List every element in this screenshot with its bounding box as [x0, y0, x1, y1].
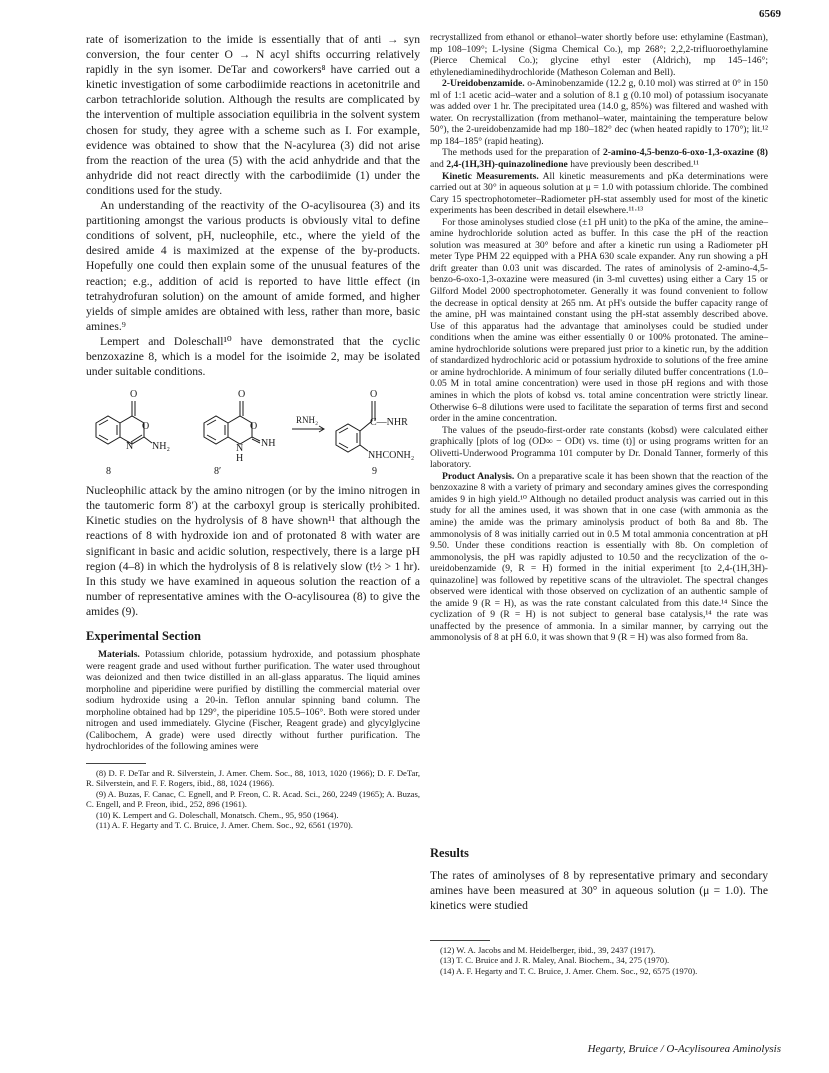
struct8-o-carbonyl: O — [130, 389, 138, 401]
paragraph-nucleophilic: Nucleophilic attack by the amino nitrogen (or by the imino nitrogen in the tautomeric form 8′) at the carboxyl group is sterically prohibited. Kinetic studies on the hydrolysis of 8 have shown¹¹ that although the reactions of 8 with hydroxide ion and of protonated 8 with water are significant in basic and acidic solution, respectively, there is a large pH region (4–8) in which the hydrolysis of 8 is relatively slow (t½ > 1 hr). In this study we have examined in aqueous solution the reaction of a number of representative amines with the O-acylisourea (8) to give the amides (9). — [86, 484, 420, 618]
structure-scheme — [86, 383, 420, 479]
chemical-structures — [86, 383, 420, 479]
prep-compound-8: 2-amino-4,5-benzo-6-oxo-1,3-oxazine (8) — [602, 147, 768, 159]
struct9-nhconh2: NHCONH₂ — [368, 450, 415, 462]
paragraph-materials: Potassium chloride, potassium hydroxide, and potassium phosphate were reagent grade and used without further purification. The water used throughout was deionized and then twice distilled in an all-glass apparatus. The liquid amines morpholine and piperidine were purified by distilling the commercial material over sodium hydroxide using a 20-in. Teflon annular spinning band column. The morpholine obtained had bp 129°, the piperidine 105.5–106°. Both were stored under nitrogen and used immediately. Glycine (Fischer, Reagent grade) and glycylglycine (Calibochem, A grade) were used directly without further purification. The hydrochlorides of the following amines were — [86, 649, 420, 753]
paragraph-product-analysis: On a preparative scale it has been shown that the reaction of the benzoxazine 8 with a variety of primary and secondary amines gives the corresponding amides 9 in high yield.¹⁰ Although no detailed product analysis was carried out in this study for all the amines used, it was shown that in one case (with ammonia as the amine) the amide was the primary aminolysis product of both 8a and 8b. The ammonolysis of 8 was initially carried out in 0.5 M total ammonia concentration at pH 9.50. Under these conditions reaction is essentially with 8b. On completion of ammonolysis, the pH was rapidly adjusted to 10.50 and the recyclization of the o-ureidobenzamide (9, R = H) formed in the initial experiment [to 2,4-(1H,3H)-quinazoline] was followed by repetitive scans of the ultraviolet. The spectral changes observed were identical with those observed on cyclization of an authentic sample of the amide 9 (R = H), as was the rate constant calculated from this date.¹⁴ Since the cyclization of 9 (R = H) is not subject to general base catalysis,¹⁴ the rate was unaffected by the presence of ammonia. In a similar manner, by carrying out the ammonolysis of 8 at pH 6.0, it was shown that 9 (R = H) was also formed from 8a. — [430, 470, 768, 644]
footnote-9: (9) A. Buzas, F. Canac, C. Egnell, and P. Freon, C. R. Acad. Sci., 260, 2249 (1965); A. Buzas, C. Engell, and P. Freon, ibid., 252, 896 (1961). — [86, 788, 420, 810]
left-column — [86, 32, 420, 830]
footnote-8: (8) D. F. DeTar and R. Silverstein, J. Amer. Chem. Soc., 88, 1013, 1020 (1966); D. F. DeTar, R. Silverstein, and F. F. Rogers, ibid., 88, 1024 (1966). — [86, 767, 420, 789]
page-number: 6569 — [759, 8, 781, 20]
footnote-rule — [86, 763, 146, 764]
struct8-label: 8 — [106, 466, 111, 478]
paragraph-ureidobenzamide: o-Aminobenzamide (12.2 g, 0.10 mol) was stirred at 0° in 150 ml of 1:1 acetic acid–water and a solution of 8.1 g (0.10 mol) of potassium isocyanate was added over 1 hr. The precipitated urea (14.0 g, 85%) was filtered and washed with water. On recrystallization (from methanol–water, maintaining the temperature below 50°), the 2-ureidobenzamide had mp 180–182° dec (when heated rapidly to 170°); lit.¹² mp 184–185° (rapid heating). — [430, 78, 768, 147]
right-footnotes — [430, 940, 768, 976]
footnote-10: (10) K. Lempert and G. Doleschall, Monatsch. Chem., 95, 950 (1964). — [96, 809, 339, 820]
struct8p-o-ring: O — [250, 421, 258, 433]
reagent-rnh2: RNH₂ — [296, 415, 319, 426]
paragraph-reactivity: An understanding of the reactivity of the O-acylisourea (3) and its partitioning amongst the various products is obviously vital to define conditions of solvent, pH, nucleophile, etc., where the yield of the desired amide 4 is maximized at the expense of the by-products. Hopefully one could then explain some of the unusual features of the reaction; e.g., addition of acid is reported to have little effect (in tetrahydrofuran solution) on the amount of amide formed, and higher yields of simple amides are obtained with less, rather than more, basic amines.⁹ — [86, 199, 420, 333]
struct8-o-ring: O — [142, 421, 150, 433]
prep-compound-quinazolinedione: 2,4-(1H,3H)-quinazolinedione — [446, 159, 568, 171]
struct9-o: O — [370, 389, 378, 401]
paragraph-amine-list: recrystallized from ethanol or ethanol–water shortly before use: ethylamine (Eastman), mp 108–109°; L-lysine (Sigma Chemical Co.), mp 268°; 2,2,2-trifluoroethylamine (Pierce Chemical Co.); glycine ethyl ester (Aldrich), mp 145–146°; ethylenediaminedihydrochloride (Matheson Coleman and Bell). — [430, 32, 768, 78]
runin-materials: Materials. — [98, 649, 140, 660]
struct8p-n: N — [236, 443, 244, 455]
prep-text-a: The methods used for the preparation of — [442, 147, 603, 159]
paragraph-kinetic: All kinetic measurements and pKa determinations were carried out at 30° in aqueous solution at μ = 1.0 with potassium chloride. The combined Cary 15 spectrophotometer–Radiometer pH-stat assembly used for most of the kinetic experiments has been described in detail elsewhere.¹¹·¹³ — [430, 170, 768, 217]
paragraph-rate-constants: The values of the pseudo-first-order rate constants (kobsd) were calculated either graphically [plots of log (OD∞ − ODt) vs. time (t)] or using programs written for an Olivetti-Underwood Programma 101 computer by Dr. Donald Tanner, formerly of this laboratory. — [430, 424, 768, 471]
struct8p-nh: NH — [261, 438, 276, 450]
paragraph-results: The rates of aminolyses of 8 by representative primary and secondary amines have been measured at 30° in aqueous solution (μ = 1.0). The kinetics were studied — [430, 869, 768, 913]
footnote-rule-right — [430, 940, 490, 941]
prep-text-e: have previously been described.¹¹ — [567, 159, 700, 171]
prep-text-c: and — [430, 159, 447, 171]
struct9-c-nhr: C—NHR — [370, 417, 408, 429]
paragraph-lempert: Lempert and Doleschall¹⁰ have demonstrated that the cyclic benzoxazine 8, which is a model for the isoimide 2, may be isolated under suitable conditions. — [86, 334, 420, 379]
footnote-13: (13) T. C. Bruice and J. R. Maley, Anal. Biochem., 34, 275 (1970). — [440, 955, 670, 966]
paragraph-intro: rate of isomerization to the imide is essentially that of anti → syn conversion, the four center O → N acyl shifts occurring relatively rapidly in the syn isomer. DeTar and coworkers⁸ have carried out a kinetic investigation of some carbodiimide reactions in acetonitrile and carbon tetrachloride solution. Although the results are complicated by the intervention of multiple association equilibria in the solvent system chosen for study, they agree with a scheme such as I. For example, evidence was obtained to show that the N-acylurea (3) did not arise from the reaction of the urea (5) with the acid anhydride and that the anhydride did not react directly with the carbodiimide (1) under the conditions used for the study. — [86, 33, 420, 197]
runin-kinetic: Kinetic Measurements. — [442, 170, 539, 182]
footnote-11: (11) A. F. Hegarty and T. C. Bruice, J. Amer. Chem. Soc., 92, 6561 (1970). — [96, 819, 353, 830]
paragraph-aminolyses-close: For those aminolyses studied close (±1 pH unit) to the pKa of the amine, the amine–amine hydrochloride solution acted as buffer. In this case the pH of the reaction solution was measured at 30° before and after a kinetic run using a Radiometer pH meter Type PHM 22 equipped with a PHA 630 scale expander. Any run showing a pH drift greater than 0.03 unit was discarded. The rates of aminolysis of 2-amino-4,5-benzo-6-oxo-1,3-oxazine were measured (in 3-ml cuvettes) using either a Cary 15 or Gilford Model 2000 spectrophotometer. Generally it was found convenient to follow the decrease in optical density at 265 nm. At pH's outside the buffer capacity range of the amine, pH was maintained constant using the pH-stat assembly described above. Use of this apparatus had the advantage that aminolyses could be studied under conditions when the amine was either essentially 0 or 100% protonated. The amine–amine hydrochloride solutions were prepared just prior to a kinetic run, by the addition of standardized hydrochloric acid or potassium hydroxide to solutions of the free amine or amine hydrochloride. A minimum of four serially diluted buffer concentrations (1.0–0.05 M in total amine concentration) were used in those pH regions and with those amines in which the plots of kobsd vs. total amine concentration were strictly linear. Otherwise 6–8 dilutions were used to facilitate the separation of terms first and second order in the amine concentration. — [430, 216, 768, 425]
footnote-14: (14) A. F. Hegarty and T. C. Bruice, J. Amer. Chem. Soc., 92, 6575 (1970). — [440, 965, 698, 976]
struct8p-label: 8′ — [214, 466, 222, 478]
section-title-experimental: Experimental Section — [86, 629, 201, 643]
footnote-12: (12) W. A. Jacobs and M. Heidelberger, ibid., 39, 2437 (1917). — [440, 945, 656, 955]
struct8-nh2: NH₂ — [152, 441, 170, 453]
struct8p-o-carbonyl: O — [238, 389, 246, 401]
section-title-results: Results — [430, 846, 469, 860]
runin-product-analysis: Product Analysis. — [442, 470, 515, 482]
running-footer: Hegarty, Bruice / O-Acylisourea Aminolysis — [587, 1043, 781, 1055]
struct9-label: 9 — [372, 466, 377, 478]
struct8-n: N — [126, 441, 134, 453]
right-column — [430, 32, 768, 644]
struct8p-h: H — [236, 453, 244, 465]
runin-ureidobenzamide: 2-Ureidobenzamide. — [442, 78, 525, 90]
